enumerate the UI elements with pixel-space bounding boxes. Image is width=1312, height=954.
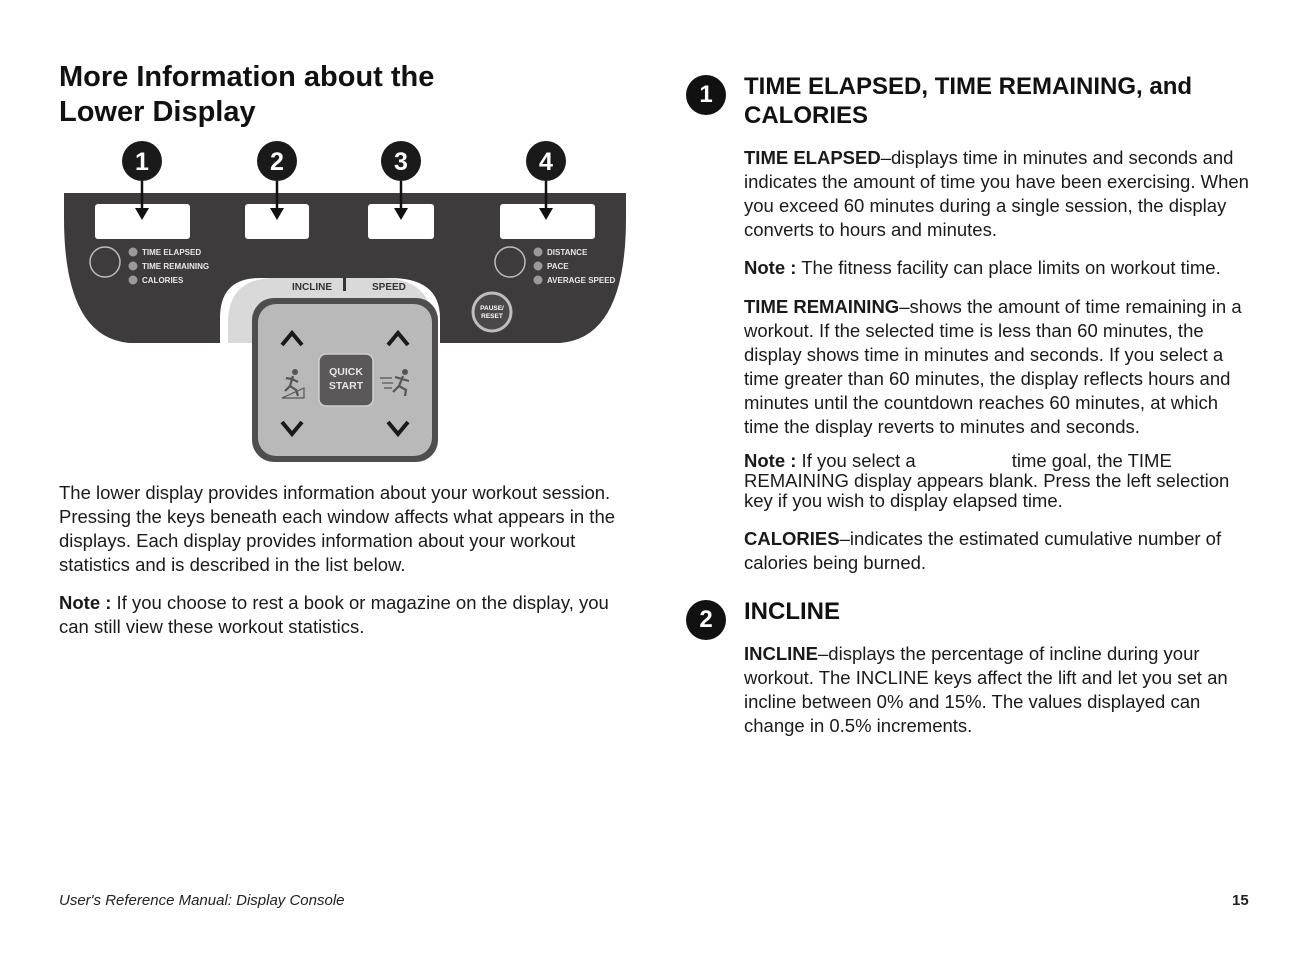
incline-paragraph	[744, 642, 1254, 738]
page-title-line-2: Lower Display	[59, 96, 256, 128]
note-2-paragraph	[744, 451, 1254, 511]
section-1-heading: TIME ELAPSED, TIME REMAINING, and CALORIES	[744, 73, 1193, 129]
time-remaining-paragraph	[744, 295, 1254, 439]
time-remaining-term: TIME REMAINING	[744, 296, 900, 317]
indicator-time-remaining: TIME REMAINING	[142, 262, 210, 271]
quick-start-label-1: QUICK	[329, 366, 363, 378]
left-note-text: If you choose to rest a book or magazine on the display, you can still view these workout statistics.	[59, 592, 609, 637]
left-note-label: Note :	[59, 592, 112, 613]
intro-paragraph: The lower display provides information about your workout session. Pressing the keys beneath each window affects what appears in the displays. Each display provides information about your workout statistics and is described in the list below.	[59, 482, 616, 575]
indicator-pace: PACE	[547, 262, 569, 271]
indicator-time-elapsed: TIME ELAPSED	[142, 248, 202, 257]
page-title	[59, 60, 434, 130]
note-2-label: Note :	[744, 450, 797, 471]
left-note-paragraph	[59, 591, 631, 639]
speed-label: SPEED	[372, 282, 406, 293]
callout-2-label: 2	[270, 148, 284, 176]
incline-text: –displays the percentage of incline during your workout. The INCLINE keys affect the lift and let you set an incline between 0% and 15%. The values displayed can change in 0.5% increments.	[744, 643, 1228, 736]
page-title-line-1: More Information about the	[59, 61, 435, 93]
time-elapsed-text: –displays time in minutes and seconds and indicates the amount of time you have been exercising. When you exceed 60 minutes during a single session, the display converts to hours and minutes.	[744, 147, 1249, 240]
console-svg	[60, 138, 630, 466]
time-elapsed-term: TIME ELAPSED	[744, 147, 881, 168]
callout-1-label: 1	[135, 148, 149, 176]
time-remaining-text: –shows the amount of time remaining in a workout. If the selected time is less than 60 minutes, the display shows time in minutes and seconds. If you select a time greater than 60 minutes, the display reflects hours and minutes until the countdown reaches 60 minutes, at which time the display reverts to minutes and seconds.	[744, 296, 1242, 437]
note-1-text: The fitness facility can place limits on workout time.	[796, 257, 1221, 278]
indicator-distance: DISTANCE	[547, 248, 588, 257]
section-2-heading: INCLINE	[744, 598, 840, 625]
pause-label-2: RESET	[481, 313, 503, 320]
note-2-text-a: If you select a	[796, 450, 916, 471]
section-1-badge: 1	[686, 75, 726, 115]
console-illustration	[60, 138, 630, 471]
footer-title: User's Reference Manual: Display Console	[59, 892, 345, 909]
note-2-text-b: time goal, the TIME REMAINING display appears blank. Press the left selection key if you wish to display elapsed time.	[744, 450, 1230, 511]
indicator-calories: CALORIES	[142, 276, 184, 285]
pause-label-1: PAUSE/	[480, 305, 504, 312]
quick-start-label-2: START	[328, 380, 364, 392]
calories-term: CALORIES	[744, 528, 840, 549]
time-elapsed-paragraph	[744, 146, 1254, 242]
incline-label: INCLINE	[292, 282, 332, 293]
incline-term: INCLINE	[744, 643, 818, 664]
calories-text: –indicates the estimated cumulative number of calories being burned.	[744, 528, 1222, 573]
calories-paragraph	[744, 527, 1254, 575]
indicator-average-speed: AVERAGE SPEED	[547, 276, 616, 285]
callout-4-label: 4	[539, 148, 553, 176]
pause-reset-key	[473, 293, 511, 331]
section-2-badge: 2	[686, 600, 726, 640]
note-1-paragraph	[744, 256, 1254, 280]
callout-3-label: 3	[394, 148, 408, 176]
note-1-label: Note :	[744, 257, 797, 278]
page-number: 15	[1232, 892, 1249, 909]
